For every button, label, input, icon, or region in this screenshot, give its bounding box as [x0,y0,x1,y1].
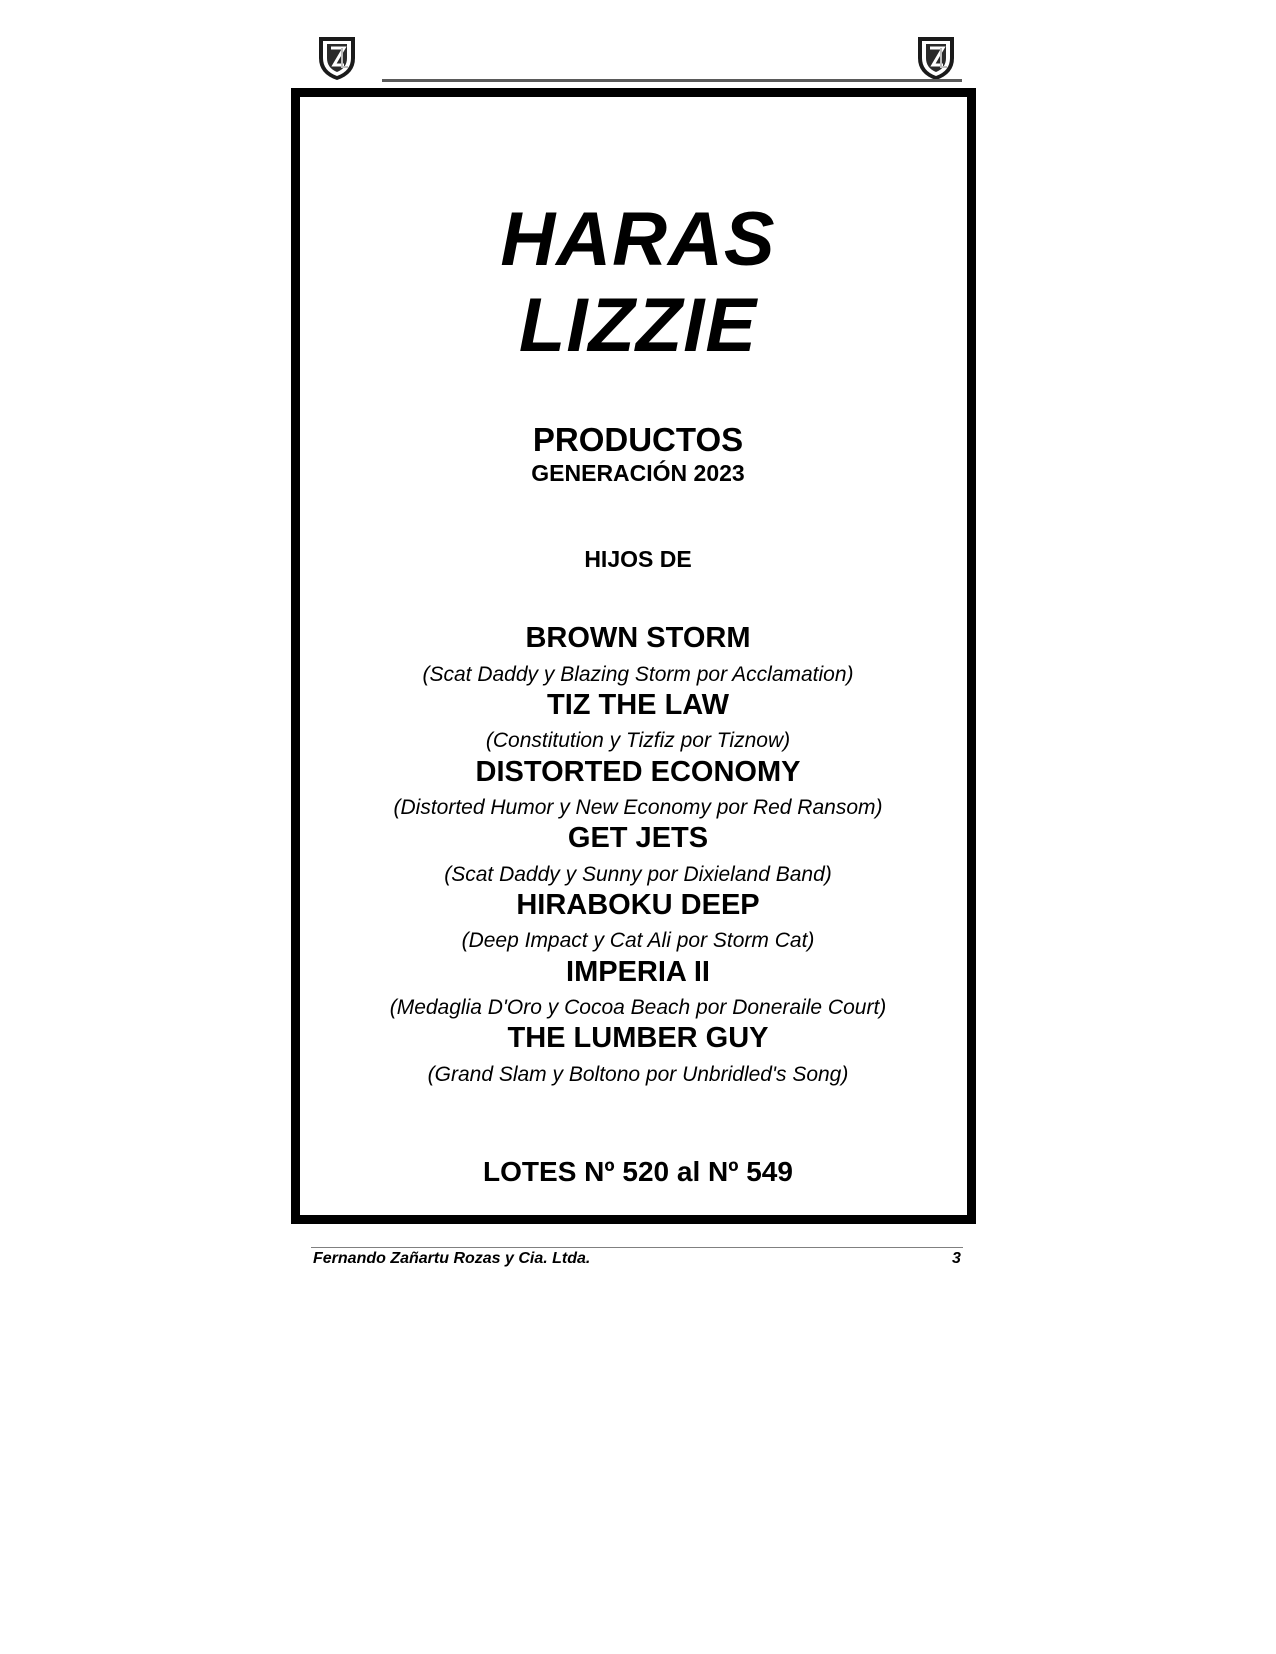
sire-name: GET JETS [567,822,709,854]
sire-name: THE LUMBER GUY [507,1022,769,1054]
sire-pedigree: (Constitution y Tizfiz por Tiznow) [485,729,791,752]
page-title-line-1: HARAS [500,197,776,282]
sire-pedigree: (Deep Impact y Cat Ali por Storm Cat) [461,929,815,952]
footer-company-name: Fernando Zañartu Rozas y Cia. Ltda. [313,1250,591,1267]
page-title-line-2: LIZZIE [518,283,758,368]
sire-name: BROWN STORM [525,622,751,654]
sire-pedigree: (Scat Daddy y Sunny por Dixieland Band) [444,863,832,886]
header-divider [382,79,962,82]
sire-name: TIZ THE LAW [546,689,730,721]
hijos-de-label: HIJOS DE [584,546,692,572]
sire-name: IMPERIA II [566,956,710,988]
page-number: 3 [952,1250,961,1267]
zl-logo-icon [912,34,960,82]
sire-pedigree: (Distorted Humor y New Economy por Red Ransom) [393,796,883,819]
sire-name: DISTORTED ECONOMY [475,756,801,788]
lotes-range: LOTES Nº 520 al Nº 549 [483,1156,793,1187]
zl-logo-icon [313,34,361,82]
sire-pedigree: (Grand Slam y Boltono por Unbridled's Song) [427,1063,849,1086]
sire-name: HIRABOKU DEEP [516,889,760,921]
generacion-subheading: GENERACIÓN 2023 [531,460,745,486]
sire-pedigree: (Scat Daddy y Blazing Storm por Acclamation) [422,663,854,686]
footer-divider [311,1247,963,1248]
sire-pedigree: (Medaglia D'Oro y Cocoa Beach por Doneraile Court) [389,996,887,1019]
productos-heading: PRODUCTOS [532,421,744,458]
